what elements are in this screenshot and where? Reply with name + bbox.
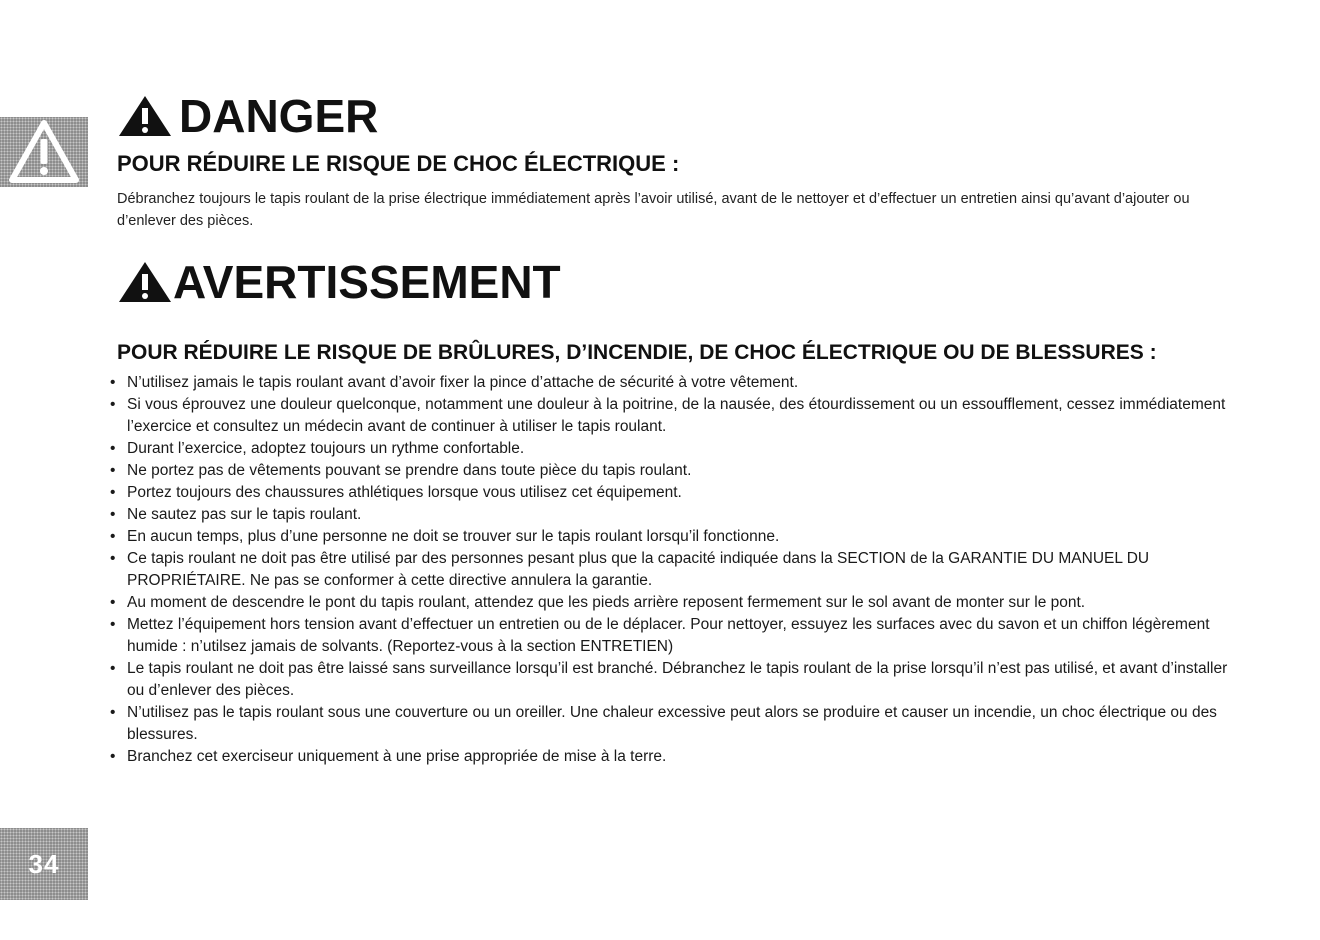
list-item: • Durant l’exercice, adoptez toujours un rythme confortable.: [110, 438, 1240, 460]
exclamation-triangle-icon: [0, 117, 88, 187]
warning-list: [110, 372, 1240, 768]
list-item: • Ce tapis roulant ne doit pas être utilisé par des personnes pesant plus que la capacité indiquée dans la SECTION de la GARANTIE DU MANUEL DU PROPRIÉTAIRE. Ne pas se conformer à cette directive annulera la garantie.: [110, 548, 1240, 592]
warning-heading: [117, 256, 561, 308]
list-item: • N’utilisez jamais le tapis roulant avant d’avoir fixer la pince d’attache de sécurité à votre vêtement.: [110, 372, 1240, 394]
list-item: • Si vous éprouvez une douleur quelconque, notamment une douleur à la poitrine, de la nausée, des étourdissement ou un essoufflement, cessez immédiatement l’exercice et consultez un médecin avant de continuer à utiliser le tapis roulant.: [110, 394, 1240, 438]
list-item: • En aucun temps, plus d’une personne ne doit se trouver sur le tapis roulant lorsqu’il fonctionne.: [110, 526, 1240, 548]
warning-triangle-icon: [117, 94, 173, 138]
list-item: • Le tapis roulant ne doit pas être laissé sans surveillance lorsqu’il est branché. Débranchez le tapis roulant de la prise lorsqu’il n’est pas utilisé, et avant d’installer ou d’enlever des pièces.: [110, 658, 1240, 702]
list-item: • Ne portez pas de vêtements pouvant se prendre dans toute pièce du tapis roulant.: [110, 460, 1240, 482]
page-number: 34: [28, 849, 60, 879]
list-item: • Mettez l’équipement hors tension avant d’effectuer un entretien ou de le déplacer. Pour nettoyer, essuyez les surfaces avec du savon et un chiffon légèrement humide : n’utilsez jamais de solvants. (Reportez-vous à la section ENTRETIEN): [110, 614, 1240, 658]
danger-paragraph: Débranchez toujours le tapis roulant de la prise électrique immédiatement après l’avoir utilisé, avant de le nettoyer et d’effectuer un entretien ainsi qu’avant d’ajouter ou d’enlever des pièces.: [117, 191, 1190, 229]
danger-heading: [117, 90, 378, 142]
warning-triangle-icon: [117, 260, 173, 304]
warning-subtitle: POUR RÉDUIRE LE RISQUE DE BRÛLURES, D’INCENDIE, DE CHOC ÉLECTRIQUE OU DE BLESSURES :: [117, 341, 1157, 364]
list-item: • Ne sautez pas sur le tapis roulant.: [110, 504, 1240, 526]
danger-title-text: DANGER: [179, 90, 379, 142]
list-item: • N’utilisez pas le tapis roulant sous une couverture ou un oreiller. Une chaleur excessive peut alors se produire et causer un incendie, un choc électrique ou des blessures.: [110, 702, 1240, 746]
section-tab: [0, 117, 88, 187]
danger-subtitle: POUR RÉDUIRE LE RISQUE DE CHOC ÉLECTRIQUE :: [117, 151, 680, 176]
list-item: • Au moment de descendre le pont du tapis roulant, attendez que les pieds arrière reposent fermement sur le sol avant de monter sur le pont.: [110, 592, 1240, 614]
page-number-tab: [0, 828, 88, 900]
list-item: • Portez toujours des chaussures athlétiques lorsque vous utilisez cet équipement.: [110, 482, 1240, 504]
warning-title-text: AVERTISSEMENT: [173, 256, 561, 308]
list-item: • Branchez cet exerciseur uniquement à une prise appropriée de mise à la terre.: [110, 746, 1240, 768]
